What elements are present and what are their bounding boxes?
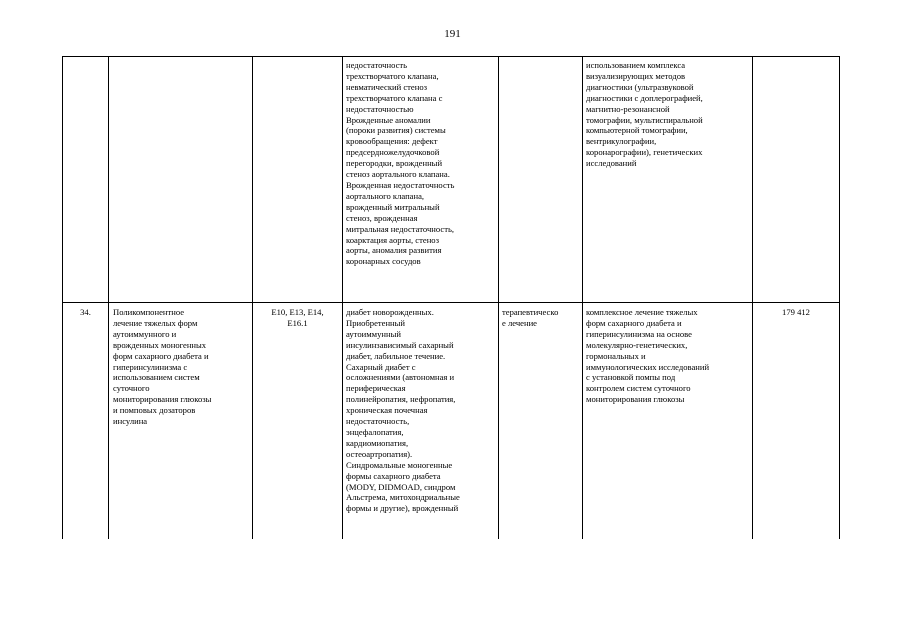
treatment-name-cell: Поликомпонентное лечение тяжелых форм аутоиммунного и врожденных моногенных форм сахарного диабета и гиперинсулинизма с использованием систем суточного мониторирования глюкозы и помповых дозаторов инсулина xyxy=(113,307,212,427)
table-border xyxy=(582,57,583,539)
diagnosis-cell-continued: недостаточность трехстворчатого клапана, невматический стеноз трехстворчатого клапана с недостаточностью Врожденные аномалии (пороки развития) системы кровообращения: дефект предсердножелудочковой перегородки, врожденный стеноз аортального клапана. Врожденная недостаточность аортального клапана, врожденный митральный стеноз, врожденная митральная недостаточность, коарктация аорты, стеноз аорты, аномалия развития коронарных сосудов xyxy=(346,60,455,267)
table-border xyxy=(252,57,253,539)
table-border xyxy=(62,57,63,539)
page-number: 191 xyxy=(444,28,461,40)
table-border xyxy=(498,57,499,539)
icd-codes-cell: E10, E13, E14, E16.1 xyxy=(271,307,324,328)
cost-cell: 179 412 xyxy=(782,307,810,317)
table-border xyxy=(108,57,109,539)
table-border xyxy=(839,57,840,539)
row-divider xyxy=(62,302,840,303)
method-cell: комплексное лечение тяжелых форм сахарного диабета и гиперинсулинизма на основе молекулярно-генетических, гормональных и иммунологических исследований с установкой помпы под контролем систем суточного мониторирования глюкозы xyxy=(586,307,710,405)
diagnosis-cell: диабет новорожденных. Приобретенный аутоиммунный инсулинзависимый сахарный диабет, лабильное течение. Сахарный диабет с осложнениями (автономная и периферическая полинейропатия, нефропатия, хроническая почечная недостаточность, энцефалопатия, кардиомиопатия, остеоартропатия). Синдромальные моногенные формы сахарного диабета (MODY, DIDMOAD, синдром Альстрема, митохондриальные формы и другие), врожденный xyxy=(346,307,460,514)
data-table xyxy=(62,56,840,539)
treatment-type-cell: терапевтическо е лечение xyxy=(502,307,559,328)
table-border xyxy=(752,57,753,539)
row-number-cell: 34. xyxy=(80,307,91,317)
table-border xyxy=(342,57,343,539)
method-cell-continued: использованием комплекса визуализирующих методов диагностики (ультразвуковой диагностики с доплерографией, магнитно-резонансной томографии, мультиспиральной компьютерной томографии, вентрикулографии, коронарографии), генетических исследований xyxy=(586,60,703,169)
